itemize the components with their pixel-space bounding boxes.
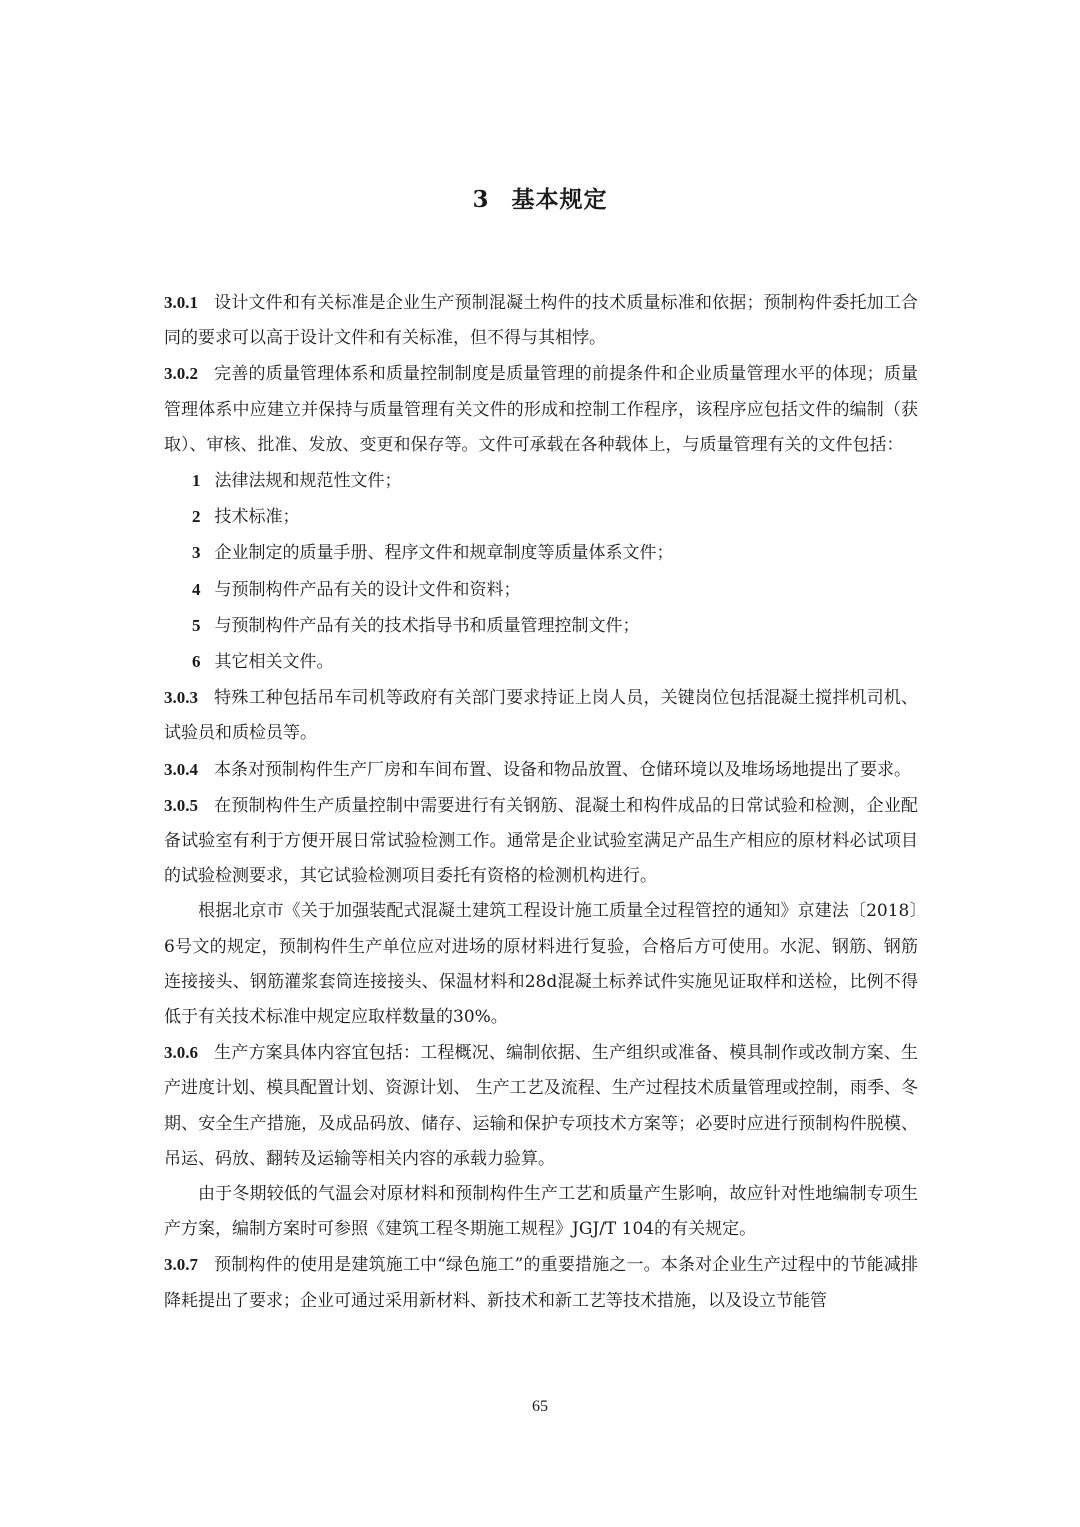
list-item-text: 技术标准；	[214, 507, 300, 528]
chapter-title	[0, 182, 1080, 218]
list-item-number: 6	[192, 652, 201, 672]
clause-3-0-5	[164, 788, 918, 895]
list-item-text: 与预制构件产品有关的设计文件和资料；	[214, 579, 521, 600]
clause-text: 在预制构件生产质量控制中需要进行有关钢筋、混凝土和构件成品的日常试验和检测，企业配备试验室有利于方便开展日常试验检测工作。通常是企业试验室满足产品生产相应的原材料必试项目的试验检测要求，其它试验检测项目委托有资格的检测机构进行。	[164, 795, 918, 887]
clause-3-0-3	[164, 680, 918, 751]
clause-3-0-2	[164, 356, 918, 463]
clause-text: 本条对预制构件生产厂房和车间布置、设备和物品放置、仓储环境以及堆场场地提出了要求。	[214, 759, 911, 780]
clause-text: 特殊工种包括吊车司机等政府有关部门要求持证上岗人员，关键岗位包括混凝土搅拌机司机、试验员和质检员等。	[164, 688, 918, 744]
page-number: 65	[532, 1398, 548, 1415]
clause-3-0-6	[164, 1035, 918, 1177]
clause-number: 3.0.4	[164, 759, 198, 779]
chapter-title-text: 基本规定	[511, 186, 608, 213]
paragraph-winter-construction: 由于冬期较低的气温会对原材料和预制构件生产工艺和质量产生影响，故应针对性地编制专项生产方案，编制方案时可参照《建筑工程冬期施工规程》JGJ/T 104的有关规定。	[164, 1184, 918, 1240]
list-item	[164, 572, 918, 608]
list-item	[164, 608, 918, 644]
list-item-text: 与预制构件产品有关的技术指导书和质量管理控制文件；	[214, 615, 640, 636]
list-item-text: 其它相关文件。	[214, 652, 334, 673]
clause-3-0-1	[164, 285, 918, 356]
clause-3-0-4	[164, 752, 918, 788]
clause-number: 3.0.5	[164, 795, 198, 815]
list-item	[164, 499, 918, 535]
list-item-number: 5	[192, 615, 201, 635]
list-item	[164, 463, 918, 499]
clause-text: 预制构件的使用是建筑施工中“绿色施工”的重要措施之一。本条对企业生产过程中的节能减排降耗提出了要求；企业可通过采用新材料、新技术和新工艺等技术措施，以及设立节能管	[164, 1255, 918, 1311]
chapter-number: 3	[472, 186, 490, 213]
list-item-number: 1	[192, 471, 201, 491]
clause-number: 3.0.1	[164, 293, 198, 312]
paragraph-beijing-regulation: 根据北京市《关于加强装配式混凝土建筑工程设计施工质量全过程管控的通知》京建法〔2018〕6号文的规定，预制构件生产单位应对进场的原材料进行复验，合格后方可使用。水泥、钢筋、钢筋连接接头、钢筋灌浆套筒连接接头、保温材料和28d混凝土标养试件实施见证取样和送检，比例不得低于有关技术标准中规定应取样数量的30%。	[164, 901, 918, 1028]
document-body	[164, 285, 918, 1319]
clause-number: 3.0.2	[164, 364, 198, 384]
list-item-text: 企业制定的质量手册、程序文件和规章制度等质量体系文件；	[214, 543, 674, 564]
clause-text: 生产方案具体内容宜包括：工程概况、编制依据、生产组织或准备、模具制作或改制方案、生产进度计划、模具配置计划、资源计划、 生产工艺及流程、生产过程技术质量管理或控制，雨季、冬期、安全生产措施，及成品码放、储存、运输和保护专项技术方案等；必要时应进行预制构件脱模、吊运、码放、翻转及运输等相关内容的承载力验算。	[164, 1043, 918, 1169]
clause-3-0-7	[164, 1247, 918, 1318]
list-item-number: 4	[192, 579, 201, 599]
list-item-text: 法律法规和规范性文件；	[214, 471, 402, 492]
list-item-number: 3	[192, 543, 201, 563]
clause-text: 完善的质量管理体系和质量控制制度是质量管理的前提条件和企业质量管理水平的体现；质量管理体系中应建立并保持与质量管理有关文件的形成和控制工作程序，该程序应包括文件的编制（获取）、审核、批准、发放、变更和保存等。文件可承载在各种载体上，与质量管理有关的文件包括：	[164, 364, 918, 455]
clause-number: 3.0.7	[164, 1255, 198, 1275]
clause-number: 3.0.3	[164, 688, 198, 708]
clause-text: 设计文件和有关标准是企业生产预制混凝土构件的技术质量标准和依据；预制构件委托加工合同的要求可以高于设计文件和有关标准，但不得与其相悖。	[164, 293, 918, 349]
list-item	[164, 644, 918, 680]
clause-number: 3.0.6	[164, 1043, 198, 1063]
list-item-number: 2	[192, 507, 201, 527]
list-item	[164, 535, 918, 571]
